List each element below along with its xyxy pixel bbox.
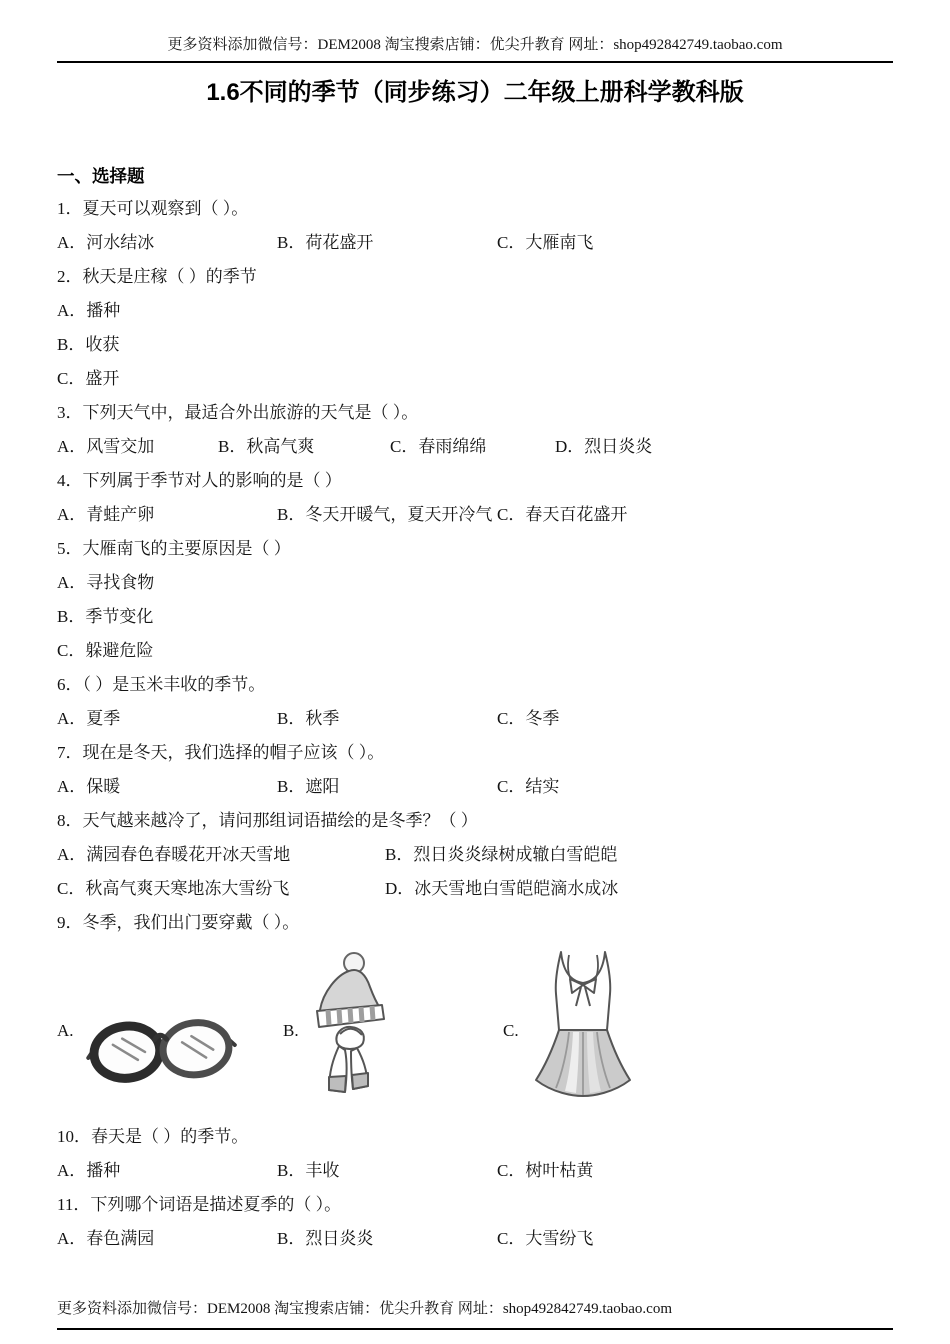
question-10-text: 10．春天是（ ）的季节。	[57, 1127, 249, 1146]
figure-label-b: B.	[283, 1021, 299, 1040]
dress-image	[523, 948, 643, 1104]
question-2-text: 2．秋天是庄稼（ ）的季节	[57, 267, 257, 286]
option: C．结实	[497, 777, 560, 796]
option: A．播种	[57, 1161, 121, 1180]
option: C．大雪纷飞	[497, 1229, 594, 1248]
option: B．季节变化	[57, 607, 154, 626]
option: B．烈日炎炎绿树成辙白雪皑皑	[385, 845, 618, 864]
question-7-text: 7．现在是冬天，我们选择的帽子应该（ ）。	[57, 743, 385, 762]
question-11-options	[57, 1230, 893, 1248]
figure-label-a: A.	[57, 1021, 74, 1040]
option: A．河水结冰	[57, 233, 155, 252]
option: A．夏季	[57, 709, 121, 728]
option: B．遮阳	[277, 777, 340, 796]
question-8-options-row2	[57, 880, 893, 898]
question-3-text: 3．下列天气中，最适合外出旅游的天气是（ ）。	[57, 403, 419, 422]
option: C．树叶枯黄	[497, 1161, 594, 1180]
option: A．春色满园	[57, 1229, 155, 1248]
question-5-text: 5．大雁南飞的主要原因是（ ）	[57, 539, 291, 558]
option: B．荷花盛开	[277, 233, 374, 252]
question-1-options	[57, 234, 893, 252]
option: A．满园春色春暖花开冰天雪地	[57, 845, 291, 864]
option: C．躲避危险	[57, 641, 154, 660]
question-1-text: 1．夏天可以观察到（ ）。	[57, 199, 249, 218]
option: A．寻找食物	[57, 573, 155, 592]
option: C．春雨绵绵	[390, 437, 487, 456]
section-title: 一、选择题	[57, 166, 145, 186]
page-title: 1.6不同的季节（同步练习）二年级上册科学教科版	[206, 79, 744, 106]
option: D．冰天雪地白雪皑皑滴水成冰	[385, 879, 619, 898]
question-6-text: 6．（ ）是玉米丰收的季节。	[57, 675, 266, 694]
option: A．播种	[57, 301, 121, 320]
option: A．青蛙产卵	[57, 505, 155, 524]
option: A．风雪交加	[57, 437, 155, 456]
option: C．盛开	[57, 369, 120, 388]
option: B．冬天开暖气，夏天开冷气	[277, 505, 493, 524]
question-11-text: 11．下列哪个词语是描述夏季的（ ）。	[57, 1195, 342, 1214]
option: B．秋季	[277, 709, 340, 728]
figure-label-c: C.	[503, 1021, 519, 1040]
footer-text: 更多资料添加微信号：DEM2008 淘宝搜索店铺：优尖升教育 网址：shop492842749.taobao.com	[57, 1301, 672, 1317]
question-8-text: 8．天气越来越冷了，请问那组词语描绘的是冬季？（ ）	[57, 811, 478, 830]
page-footer	[57, 1300, 893, 1330]
option: B．收获	[57, 335, 120, 354]
header-text: 更多资料添加微信号：DEM2008 淘宝搜索店铺：优尖升教育 网址：shop492842749.taobao.com	[167, 37, 783, 53]
option: B．丰收	[277, 1161, 340, 1180]
question-3-options	[57, 438, 893, 456]
option: C．春天百花盛开	[497, 505, 628, 524]
sunglasses-image	[85, 1006, 237, 1094]
question-10-options	[57, 1162, 893, 1180]
option: C．大雁南飞	[497, 233, 594, 252]
hat-scarf-image	[299, 950, 399, 1106]
question-6-options	[57, 710, 893, 728]
option: B．秋高气爽	[218, 437, 315, 456]
question-7-options	[57, 778, 893, 796]
page-header	[57, 36, 893, 63]
question-4-options	[57, 506, 893, 524]
question-8-options-row1	[57, 846, 893, 864]
question-4-text: 4．下列属于季节对人的影响的是（ ）	[57, 471, 342, 490]
option: B．烈日炎炎	[277, 1229, 374, 1248]
question-9-figures	[57, 948, 893, 1110]
option: C．冬季	[497, 709, 560, 728]
question-9-text: 9．冬季，我们出门要穿戴（ ）。	[57, 913, 300, 932]
option: A．保暖	[57, 777, 121, 796]
option: C．秋高气爽天寒地冻大雪纷飞	[57, 879, 290, 898]
option: D．烈日炎炎	[555, 437, 653, 456]
